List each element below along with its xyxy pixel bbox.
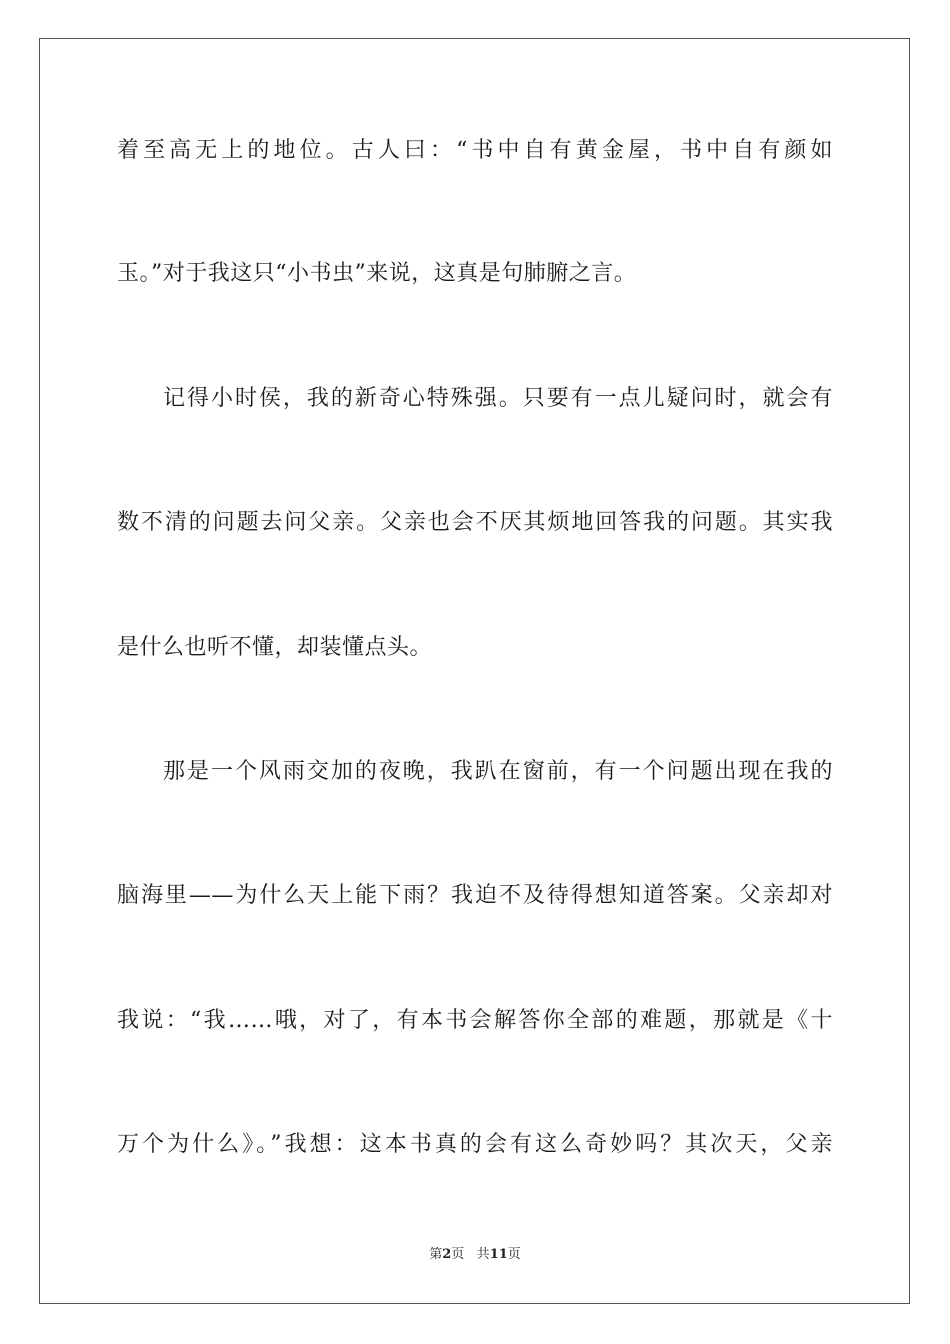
page-border xyxy=(39,38,910,1304)
text-line: 万个为什么》。”我想：这本书真的会有这么奇妙吗？其次天，父亲 xyxy=(117,1132,833,1157)
page-footer xyxy=(0,1246,950,1264)
footer-prefix: 第 xyxy=(429,1247,443,1262)
text-line: 着至高无上的地位。古人曰：“书中自有黄金屋，书中自有颜如 xyxy=(117,138,833,163)
text-line: 脑海里——为什么天上能下雨？我迫不及待得想知道答案。父亲却对 xyxy=(117,883,833,908)
footer-page-suffix: 页 xyxy=(451,1247,465,1262)
footer-total-pages: 11 xyxy=(489,1247,508,1262)
text-line: 玉。”对于我这只“小书虫”来说，这真是句肺腑之言。 xyxy=(117,261,637,286)
text-line: 那是一个风雨交加的夜晚，我趴在窗前，有一个问题出现在我的 xyxy=(163,759,833,784)
footer-total-suffix: 页 xyxy=(507,1247,521,1262)
text-line: 是什么也听不懂，却装懂点头。 xyxy=(117,635,433,660)
text-line: 我说：“我……哦，对了，有本书会解答你全部的难题，那就是《十 xyxy=(117,1008,833,1033)
text-line: 数不清的问题去问父亲。父亲也会不厌其烦地回答我的问题。其实我 xyxy=(117,510,833,535)
text-line: 记得小时侯，我的新奇心特殊强。只要有一点儿疑问时，就会有 xyxy=(163,386,833,411)
footer-page-number: 2 xyxy=(442,1247,452,1262)
footer-total-prefix: 共 xyxy=(476,1247,490,1262)
